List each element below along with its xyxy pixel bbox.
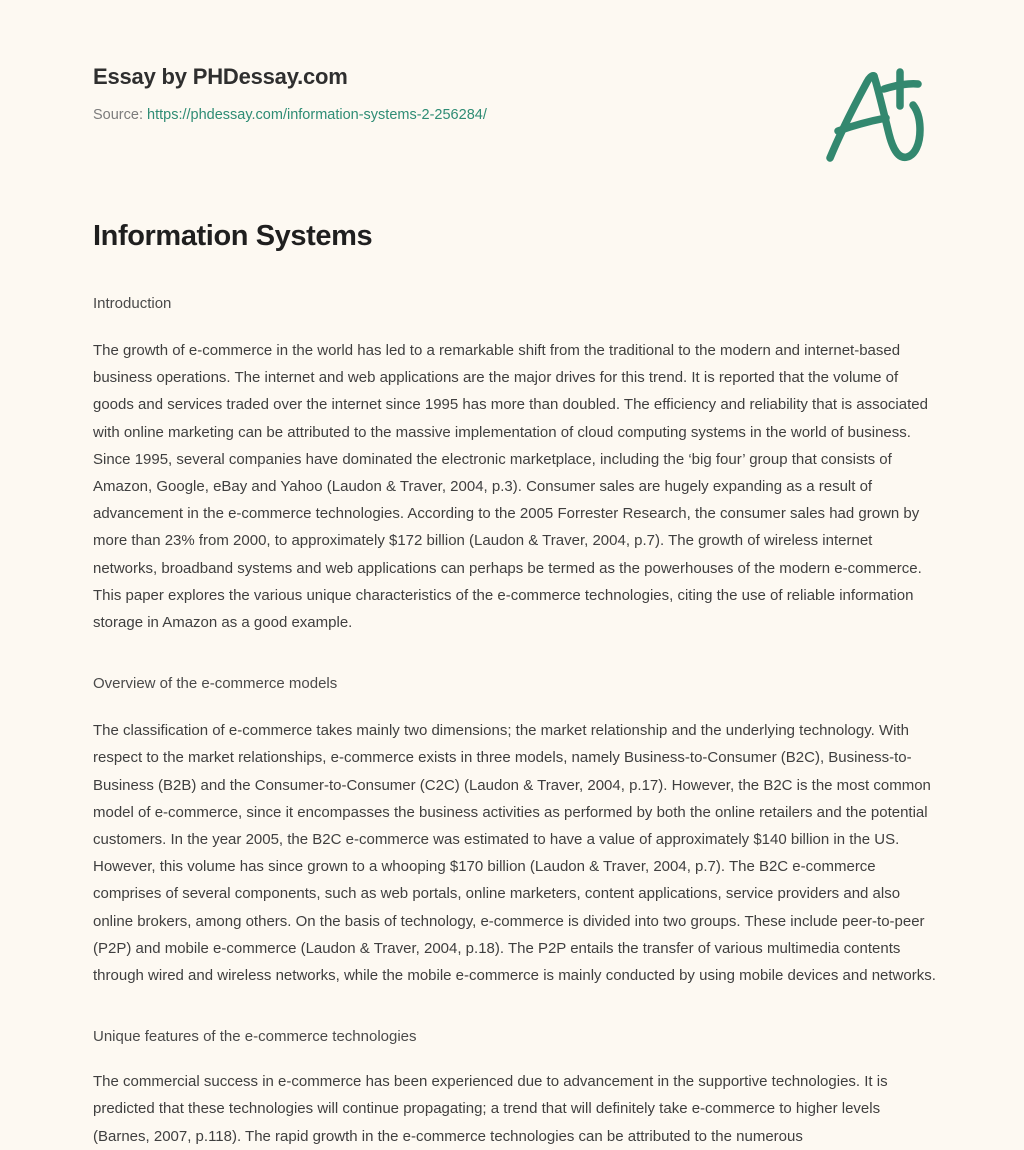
source-label: Source:	[93, 107, 143, 123]
page-title: Information Systems	[93, 220, 373, 252]
a-plus-logo-icon	[812, 58, 932, 168]
section-heading-unique-features: Unique features of the e-commerce technologies	[93, 1028, 417, 1046]
paragraph: The commercial success in e-commerce has been experienced due to advancement in the supportive technologies. It is predicted that these technologies will continue propagating; a trend that will definitely take e-commerce to higher levels (Barnes, 2007, p.118). The rapid growth in the e-commerce technologies can be attributed to the numerous	[93, 1073, 888, 1145]
paragraph: The classification of e-commerce takes mainly two dimensions; the market relationship and the underlying technology. With respect to the market relationships, e-commerce exists in three models, namely Business-to-Consumer (B2C), Business-to-Business (B2B) and the Consumer-to-Consumer (C2C) (Laudon & Traver, 2004, p.17). However, the B2C is the most common model of e-commerce, since it encompasses the business activities as performed by both the online retailers and the potential customers. In the year 2005, the B2C e-commerce was estimated to have a value of approximately $140 billion in the US. However, this volume has since grown to a whooping $170 billion (Laudon & Traver, 2004, p.7). The B2C e-commerce comprises of several components, such as web portals, online marketers, content applications, service providers and also online brokers, among others. On the basis of technology, e-commerce is divided into two groups. These include peer-to-peer (P2P) and mobile e-commerce (Laudon & Traver, 2004, p.18). The P2P entails the transfer of various multimedia contents through wired and wireless networks, while the mobile e-commerce is mainly conducted by using mobile devices and networks.	[93, 722, 936, 985]
article-body	[93, 216, 938, 1150]
section-heading-overview: Overview of the e-commerce models	[93, 675, 338, 693]
a-plus-logo	[812, 58, 932, 168]
paragraph: The growth of e-commerce in the world has led to a remarkable shift from the traditional to the modern and internet-based business operations. The internet and web applications are the major drives for this trend. It is reported that the volume of goods and services traded over the internet since 1995 has more than doubled. The efficiency and reliability that is associated with online marketing can be attributed to the massive implementation of cloud computing systems in the world of business. Since 1995, several companies have dominated the electronic marketplace, including the ‘big four’ group that consists of Amazon, Google, eBay and Yahoo (Laudon & Traver, 2004, p.3). Consumer sales are hugely expanding as a result of advancement in the e-commerce technologies. According to the 2005 Forrester Research, the consumer sales had grown by more than 23% from 2000, to approximately $172 billion (Laudon & Traver, 2004, p.7). The growth of wireless internet networks, broadband systems and web applications can perhaps be termed as the powerhouses of the modern e-commerce. This paper explores the various unique characteristics of the e-commerce technologies, citing the use of reliable information storage in Amazon as a good example.	[93, 342, 928, 632]
brand-title: Essay by PHDessay.com	[93, 64, 348, 89]
section-heading-introduction: Introduction	[93, 295, 172, 312]
source-url-link[interactable]: https://phdessay.com/information-systems-2-256284/	[147, 107, 487, 123]
